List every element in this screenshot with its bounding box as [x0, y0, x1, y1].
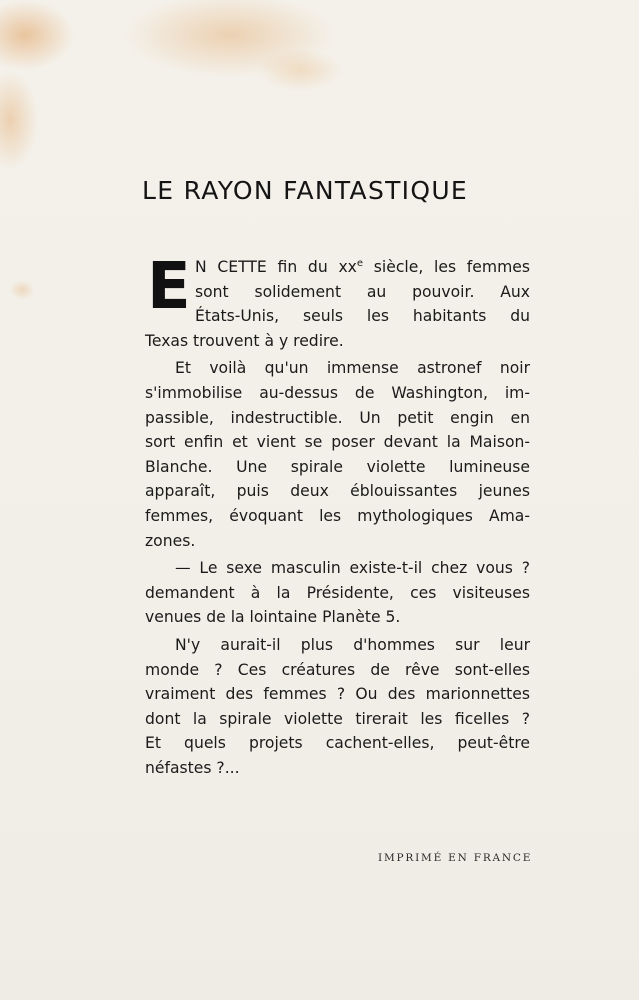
book-title: LE RAYON FANTASTIQUE: [142, 176, 469, 205]
blurb-line: Blanche. Une spirale violette lumineuse: [145, 457, 530, 476]
blurb-line: N'y aurait-il plus d'hommes sur leur: [175, 635, 530, 654]
blurb-line: Et quels projets cachent-elles, peut-être: [145, 734, 530, 753]
blurb-line: — Le sexe masculin existe-t-il chez vous ?: [175, 559, 530, 578]
blurb-line: apparaît, puis deux éblouissantes jeunes: [145, 482, 530, 501]
blurb-line: N CETTE fin du $xx^e$ siècle, les femmes: [195, 257, 530, 276]
blurb-paragraph-2: [145, 356, 530, 553]
drop-cap: E: [147, 250, 191, 324]
blurb-line: monde ? Ces créatures de rêve sont-elles: [145, 660, 530, 679]
blurb-line: Et voilà qu'un immense astronef noir: [175, 359, 530, 378]
blurb-line: sort enfin et vient se poser devant la Maison-: [145, 433, 530, 452]
blurb-text: [145, 250, 530, 780]
blurb-line: s'immobilise au-dessus de Washington, im-: [145, 383, 530, 402]
blurb-paragraph-3: [145, 556, 530, 630]
blurb-line: demandent à la Présidente, ces visiteuses: [145, 583, 530, 602]
printed-in-france-notice: IMPRIMÉ EN FRANCE: [378, 852, 533, 864]
blurb-line: zones.: [145, 531, 196, 550]
blurb-line: venues de la lointaine Planète 5.: [145, 608, 401, 627]
blurb-line: États-Unis, seuls les habitants du: [195, 307, 530, 326]
blurb-line: Texas trouvent à y redire.: [145, 331, 344, 350]
blurb-line: passible, indestructible. Un petit engin en: [145, 408, 530, 427]
blurb-line: vraiment des femmes ? Ou des marionnettes: [145, 685, 530, 704]
blurb-line: néfastes ?...: [145, 758, 240, 777]
blurb-line: femmes, évoquant les mythologiques Ama-: [145, 506, 530, 525]
blurb-line: dont la spirale violette tirerait les ficelles ?: [145, 709, 530, 728]
blurb-paragraph-4: [145, 633, 530, 781]
blurb-line: sont solidement au pouvoir. Aux: [195, 282, 530, 301]
blurb-paragraph-1: [145, 250, 530, 353]
